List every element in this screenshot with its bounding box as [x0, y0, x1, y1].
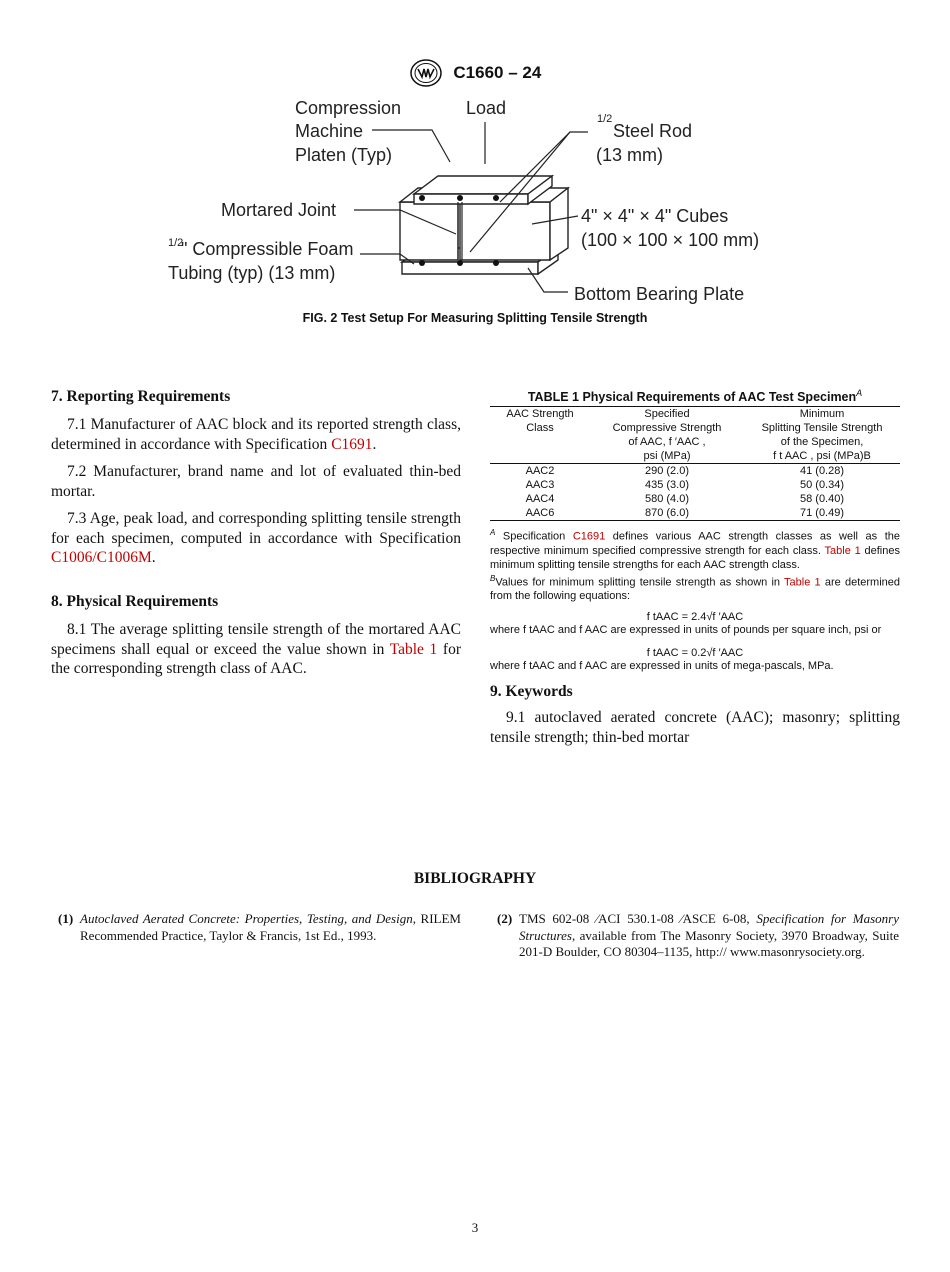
apparatus-drawing — [400, 176, 568, 274]
page-header — [0, 58, 950, 88]
label-cubes: 4" × 4" × 4" Cubes — [581, 206, 729, 226]
label-steel-rod: Steel Rod — [613, 121, 693, 141]
label-bottom-plate: Bottom Bearing Plate — [574, 284, 745, 304]
label-load: Load — [466, 98, 507, 118]
bibliography-ref-2: (2) TMS 602-08 ⁄ACI 530.1-08 ⁄ASCE 6-08, Specification for Masonry Structures, available from The Masonry Society, 3970 Broadway, Suite 201-D Boulder, CO 80304–1135, http:// www.masonrysociety.org. — [497, 911, 899, 959]
label-compression: Compression — [295, 98, 402, 118]
table-1-col-class: AAC Strength Class — [506, 408, 574, 435]
paragraph-7-3: 7.3 Age, peak load, and corresponding splitting tensile strength for each specimen, computed in accordance with Specification C1006/C1006M. — [51, 510, 461, 566]
table-1-col-tensile: Minimum Splitting Tensile Strength of the Specimen, f t AAC , psi (MPa)B — [761, 408, 883, 463]
figure-caption: FIG. 2 Test Setup For Measuring Splitting Tensile Strength — [302, 311, 648, 325]
link-table-1-footnote-b[interactable]: Table 1 — [784, 576, 821, 589]
equation-mpa-note: where f tAAC and f AAC are expressed in units of mega-pascals, MPa. — [490, 660, 834, 673]
table-1-footnote-b: $^B$Values for minimum splitting tensile strength as shown in Table 1 are determined from the following equations: — [490, 573, 901, 603]
table-row: AAC2 290 (2.0) 41 (0.28) — [525, 465, 845, 478]
astm-logo-icon — [409, 58, 443, 88]
page-number: 3 — [471, 1220, 479, 1235]
document-designation: C1660 – 24 — [453, 63, 542, 82]
section-8 — [51, 593, 461, 679]
table-row: AAC3 435 (3.0) 50 (0.34) — [525, 479, 845, 492]
table-1-col-compressive: Specified Compressive Strength of AAC, f ′AAC , psi (MPa) — [612, 408, 722, 463]
equation-psi: f tAAC = 2.4√f ′AAC — [646, 611, 744, 624]
label-foam-fraction: 1/2 — [168, 237, 184, 249]
table-1-title: TABLE 1 Physical Requirements of AAC Test Specimen$^A$ — [527, 388, 863, 405]
bibliography-ref-1: (1) Autoclaved Aerated Concrete: Properties, Testing, and Design, RILEM Recommended Practice, Taylor & Francis, 1st Ed., 1993. — [58, 911, 461, 943]
label-steel-rod-mm: (13 mm) — [596, 145, 663, 165]
section-9-heading: 9. Keywords — [490, 683, 573, 700]
label-machine: Machine — [295, 121, 364, 141]
table-row: AAC4 580 (4.0) 58 (0.40) — [525, 493, 845, 506]
table-1 — [490, 406, 900, 521]
section-7 — [51, 388, 461, 568]
label-platen: Platen (Typ) — [295, 145, 393, 165]
section-8-heading: 8. Physical Requirements — [51, 593, 219, 610]
link-c1691[interactable]: C1691 — [331, 435, 373, 453]
paragraph-8-1: 8.1 The average splitting tensile strength of the mortared AAC specimens shall equal or exceed the value shown in Table 1 for the corresponding strength class of AAC. — [51, 621, 461, 677]
label-steel-rod-fraction: 1/2 — [597, 113, 613, 125]
link-c1691-footnote[interactable]: C1691 — [572, 530, 606, 543]
test-setup-figure — [160, 92, 800, 307]
link-c1006[interactable]: C1006/C1006M — [51, 549, 152, 566]
link-table-1-footnote-a[interactable]: Table 1 — [824, 544, 861, 557]
label-mortared-joint: Mortared Joint — [221, 200, 337, 220]
label-cubes-mm: (100 × 100 × 100 mm) — [581, 230, 760, 250]
bibliography-heading: BIBLIOGRAPHY — [413, 870, 537, 887]
equation-psi-note: where f tAAC and f AAC are expressed in units of pounds per square inch, psi or — [490, 624, 882, 637]
table-row: AAC6 870 (6.0) 71 (0.49) — [490, 506, 900, 521]
label-foam-2: Tubing (typ) (13 mm) — [168, 263, 336, 283]
equation-mpa: f tAAC = 0.2√f ′AAC — [646, 647, 744, 660]
link-table-1[interactable]: Table 1 — [389, 640, 438, 658]
section-9 — [490, 683, 900, 747]
label-foam: " Compressible Foam — [181, 239, 354, 259]
paragraph-7-1: 7.1 Manufacturer of AAC block and its reported strength class, determined in accordance with Specification C1691. — [51, 416, 461, 453]
paragraph-7-2: 7.2 Manufacturer, brand name and lot of evaluated thin-bed mortar. — [51, 463, 461, 500]
section-7-heading: 7. Reporting Requirements — [51, 388, 231, 405]
table-1-footnote-a: $^A$ Specification C1691 defines various AAC strength classes as well as the respective minimum specified compressive strength for each class. Table 1 defines minimum splitting tensile strengths for each AAC strength class. — [490, 528, 900, 571]
paragraph-9-1: 9.1 autoclaved aerated concrete (AAC); masonry; splitting tensile strength; thin-bed mortar — [490, 709, 900, 746]
table-1-block — [490, 388, 900, 673]
